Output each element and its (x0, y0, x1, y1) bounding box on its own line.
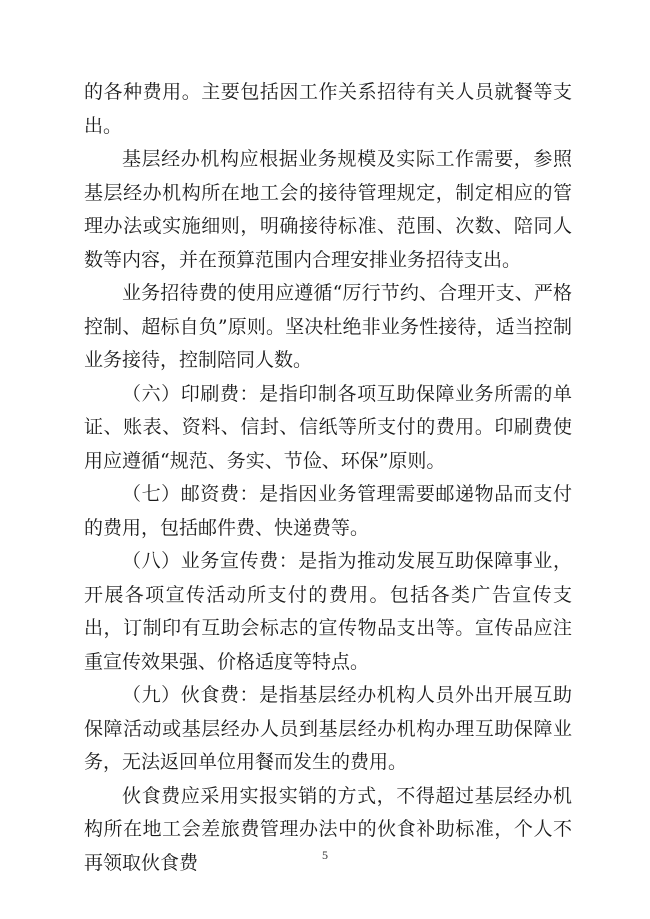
paragraph-publicity-fee: （八）业务宣传费：是指为推动发展互助保障事业，开展各项宣传活动所支付的费用。包括各类广告宣传支出，订制印有互助会标志的宣传物品支出等。宣传品应注重宣传效果强、价格适度等特点。 (84, 550, 572, 673)
paragraph-meal-fee: （九）伙食费：是指基层经办机构人员外出开展互助保障活动或基层经办人员到基层经办机构办理互助保障业务，无法返回单位用餐而发生的费用。 (84, 684, 572, 773)
body-text (84, 76, 572, 880)
paragraph-reception-rules: 基层经办机构应根据业务规模及实际工作需要，参照基层经办机构所在地工会的接待管理规定，制定相应的管理办法或实施细则，明确接待标准、范围、次数、陪同人数等内容，并在预算范围内合理安排业务招待支出。 (84, 148, 572, 271)
page-number: 5 (322, 848, 328, 862)
paragraph-postage-fee: （七）邮资费：是指因业务管理需要邮递物品而支付的费用，包括邮件费、快递费等。 (84, 483, 572, 539)
paragraph-meal-fee-rules: 伙食费应采用实报实销的方式，不得超过基层经办机构所在地工会差旅费管理办法中的伙食补助标准，个人不再领取伙食费 (84, 784, 572, 874)
paragraph-reception-principles: 业务招待费的使用应遵循“厉行节约、合理开支、严格控制、超标自负”原则。坚决杜绝非业务性接待，适当控制业务接待，控制陪同人数。 (84, 282, 572, 371)
paragraph-printing-fee: （六）印刷费：是指印制各项互助保障业务所需的单证、账表、资料、信封、信纸等所支付的费用。印刷费使用应遵循“规范、务实、节俭、环保”原则。 (84, 382, 572, 472)
paragraph-continued: 的各种费用。主要包括因工作关系招待有关人员就餐等支出。 (84, 81, 572, 137)
